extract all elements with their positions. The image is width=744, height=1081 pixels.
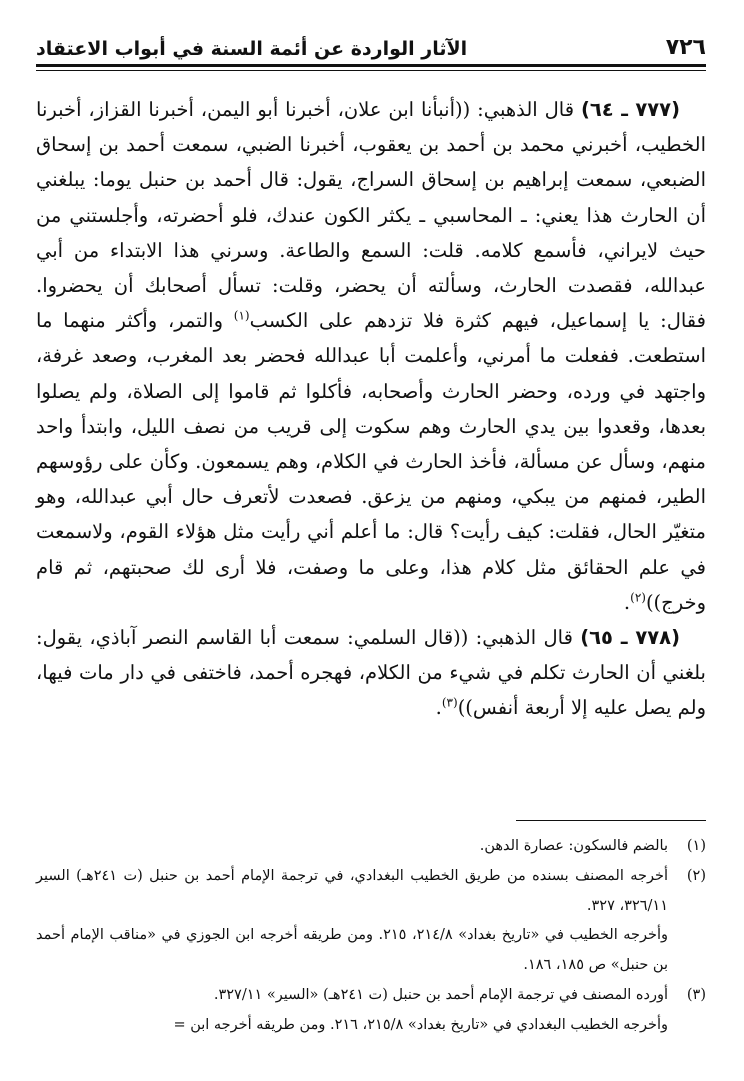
- footnote-2: [36, 862, 706, 922]
- entry-number: (٧٧٨ ـ ٦٥): [580, 626, 680, 650]
- footnote-text: أورده المصنف في ترجمة الإمام أحمد بن حنبل (ت ٢٤١هـ) «السير» ٣٢٧/١١.: [213, 986, 668, 1003]
- footnote-mark: (٣): [686, 986, 706, 1003]
- entry-number: (٧٧٧ ـ ٦٤): [580, 98, 681, 121]
- footnote-text: أخرجه المصنف بسنده من طريق الخطيب البغدادي، في ترجمة الإمام أحمد بن حنبل (ت ٢٤١هـ) السير ٣٢٦/١١، ٣٢٧.: [36, 867, 669, 914]
- footnote-ref[interactable]: (٢): [630, 590, 646, 605]
- page-number: ٧٢٦: [665, 35, 706, 60]
- footnote-ref[interactable]: (١): [233, 308, 250, 323]
- header-rule-thin: [36, 70, 706, 71]
- main-text: [36, 92, 706, 726]
- entry-end-punctuation: .: [623, 590, 631, 614]
- entry-text: قال الذهبي: ((أنبأنا ابن علان، أخبرنا أبو اليمن، أخبرنا القزاز، أخبرنا الخطيب، أخبرني محمد بن أحمد بن يعقوب، أخبرنا الضبي، سمعت أحمد بن إسحاق الضبعي، سمعت إبراهيم بن إسحاق السراج، يقول: قال أحمد بن حنبل يوما: يبلغني أن الحارث هذا يعني: ـ المحاسبي ـ يكثر الكون عندك، فلو أحضرته، وأجلستني من حيث لايراني، فأسمع كلامه. قلت: السمع والطاعة. وسرني هذا الابتداء من أبي عبدالله، فقصدت الحارث، وسألته أن يحضر، وقلت: تسأل أصحابك أن يحضروا. فقال: يا إسماعيل، فيهم كثرة فلا تزدهم على الكسب: [36, 98, 706, 333]
- footnote-ref[interactable]: (٣): [441, 695, 458, 710]
- entry-end-punctuation: .: [435, 696, 442, 720]
- footnote-text: بالضم فالسكون: عصارة الدهن.: [479, 838, 668, 854]
- footnote-separator: [516, 820, 706, 821]
- entry-text-continued: والتمر، وأكثر منهما ما استطعت. ففعلت ما أمرني، وأعلمت أبا عبدالله فحضر بعد المغرب، وصعد غرفة، واجتهد في ورده، وحضر الحارث وأصحابه، فأكلوا ثم قاموا إلى الصلاة، ولم يصلوا بعدها، وقعدوا بين يدي الحارث وهم سكوت إلى قريب من نصف الليل، وابتدأ واحد منهم، وسأل عن مسألة، فأخذ الحارث في الكلام، وهم يسمعون. وكأن على رؤوسهم الطير، فمنهم من يبكي، ومنهم من يزعق. فصعدت لأتعرف حال أبي عبدالله، وهو متغيّر الحال، فقلت: كيف رأيت؟ قال: ما أعلم أني رأيت مثل هؤلاء القوم، ولاسمعت في علم الحقائق مثل كلام هذا، وعلى ما وصفت، فلا أرى لك صحبتهم، ثم قام وخرج)): [36, 309, 706, 614]
- entry-778: [36, 620, 706, 726]
- footnote-mark: (١): [686, 838, 706, 854]
- footnote-3: [36, 981, 706, 1011]
- footnote-1: [36, 832, 706, 862]
- header-rule-thick: [36, 64, 706, 67]
- footnote-mark: (٢): [686, 867, 706, 884]
- running-header: [36, 24, 706, 60]
- footnote-3-continued: وأخرجه الخطيب البغدادي في «تاريخ بغداد» ٢١٥/٨، ٢١٦. ومن طريقه أخرجه ابن =: [173, 1016, 668, 1033]
- footnotes: [36, 832, 706, 1041]
- footnote-2-continued: وأخرجه الخطيب في «تاريخ بغداد» ٢١٤/٨، ٢١٥. ومن طريقه أخرجه ابن الجوزي في «مناقب الإمام أحمد بن حنبل» ص ١٨٥، ١٨٦.: [36, 927, 668, 974]
- entry-text: قال الذهبي: ((قال السلمي: سمعت أبا القاسم النصر آباذي، يقول: بلغني أن الحارث تكلم في شيء من الكلام، فهجره أحمد، فاختفى في دار مات فيها، ولم يصل عليه إلا أربعة أنفس)): [36, 626, 706, 720]
- running-title: الآثار الواردة عن أئمة السنة في أبواب الاعتقاد: [36, 38, 468, 60]
- entry-777: [36, 92, 706, 620]
